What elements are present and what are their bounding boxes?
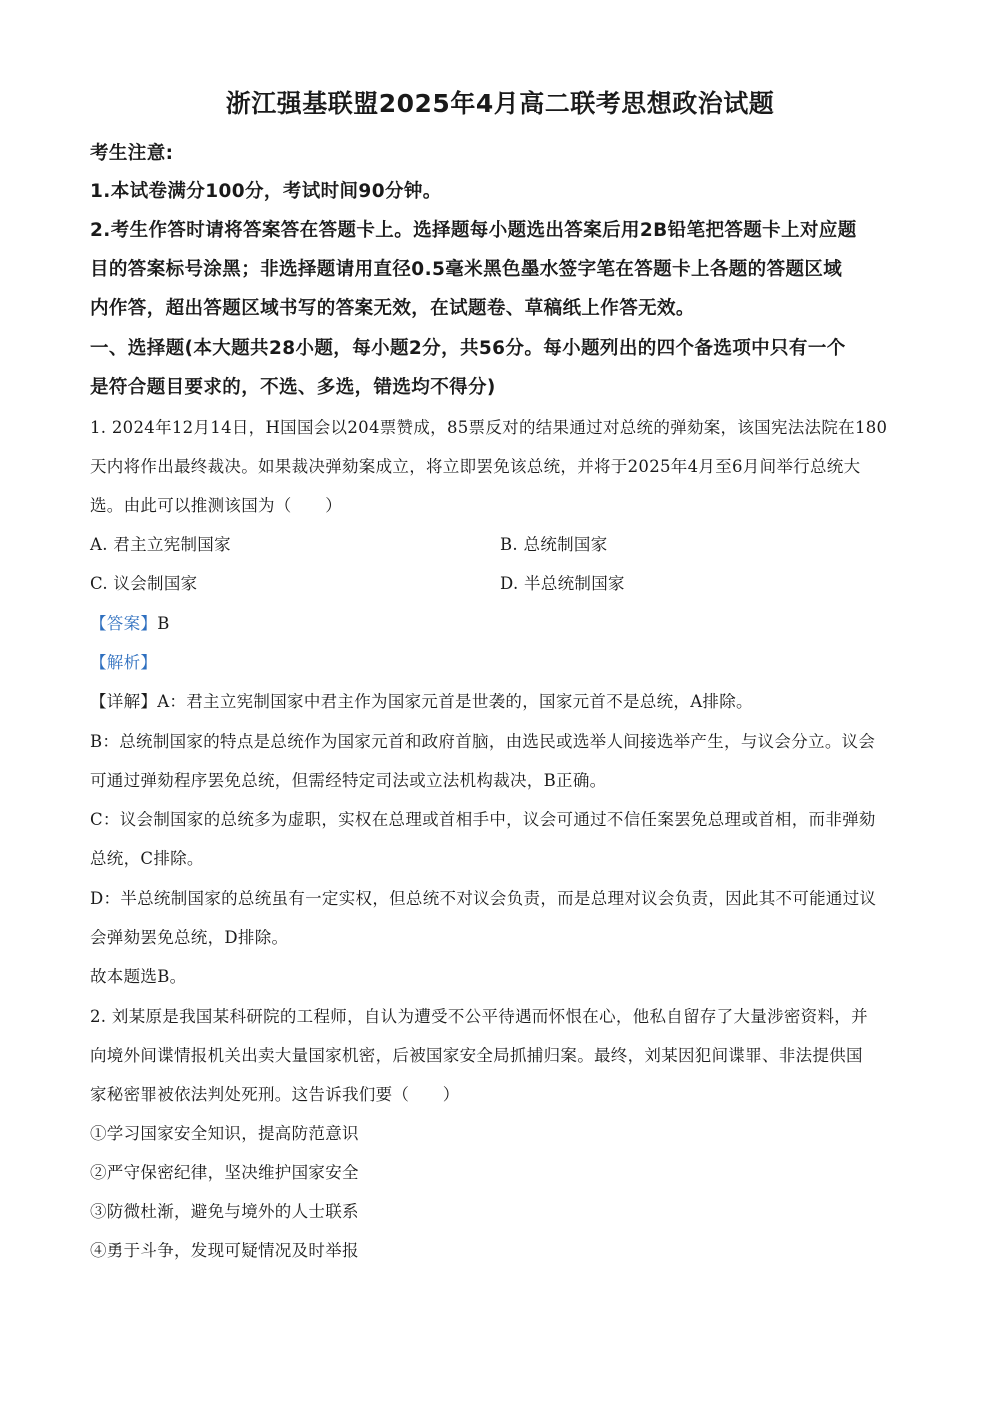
q1-detail-line: 会弹劾罢免总统，D排除。 xyxy=(90,928,289,947)
answer-tag: 【答案】 xyxy=(90,614,158,633)
section-heading: 是符合题目要求的，不选、多选，错选均不得分) xyxy=(90,377,496,398)
q1-conclusion: 故本题选B。 xyxy=(90,967,187,986)
q1-option-c: C. 议会制国家 xyxy=(90,574,198,593)
answer-value: B xyxy=(157,614,170,633)
q1-option-a: A. 君主立宪制国家 xyxy=(90,535,231,554)
q1-stem: 1. 2024年12月14日，H国国会以204票赞成，85票反对的结果通过对总统的弹劾案，该国宪法法院在180 xyxy=(90,418,888,437)
q2-stem: 2. 刘某原是我国某科研院的工程师，自认为遭受不公平待遇而怀恨在心，他私自留存了大量涉密资料，并 xyxy=(90,1007,868,1026)
q2-stem: 家秘密罪被依法判处死刑。这告诉我们要（ ） xyxy=(90,1085,460,1104)
q1-analysis xyxy=(90,649,157,673)
q2-item: ②严守保密纪律，坚决维护国家安全 xyxy=(90,1163,359,1182)
page-title: 浙江强基联盟2025年4月高二联考思想政治试题 xyxy=(225,89,775,118)
q1-detail-line: 总统，C排除。 xyxy=(90,849,204,868)
q1-option-b: B. 总统制国家 xyxy=(500,535,608,554)
notice-item: 2.考生作答时请将答案答在答题卡上。选择题每小题选出答案后用2B铅笔把答题卡上对应题 xyxy=(90,220,857,241)
section-heading: 一、选择题(本大题共28小题，每小题2分，共56分。每小题列出的四个备选项中只有一个 xyxy=(90,338,846,359)
q1-option-d: D. 半总统制国家 xyxy=(500,574,625,593)
q1-detail xyxy=(90,688,753,712)
q1-detail-line: B：总统制国家的特点是总统作为国家元首和政府首脑，由选民或选举人间接选举产生，与议会分立。议会 xyxy=(90,732,876,751)
notice-item: 目的答案标号涂黑；非选择题请用直径0.5毫米黑色墨水签字笔在答题卡上各题的答题区域 xyxy=(90,259,843,280)
detail-text: A：君主立宪制国家中君主作为国家元首是世袭的，国家元首不是总统，A排除。 xyxy=(157,692,753,711)
q2-stem: 向境外间谍情报机关出卖大量国家机密，后被国家安全局抓捕归案。最终，刘某因犯间谍罪、非法提供国 xyxy=(90,1046,863,1065)
q2-item: ③防微杜渐，避免与境外的人士联系 xyxy=(90,1202,359,1221)
notice-item: 内作答，超出答题区域书写的答案无效，在试题卷、草稿纸上作答无效。 xyxy=(90,298,695,319)
detail-tag: 【详解】 xyxy=(90,692,158,711)
analysis-tag: 【解析】 xyxy=(90,653,158,672)
q1-stem: 选。由此可以推测该国为（ ） xyxy=(90,496,342,515)
q1-answer xyxy=(90,610,170,634)
q1-stem: 天内将作出最终裁决。如果裁决弹劾案成立，将立即罢免该总统，并将于2025年4月至6月间举行总统大 xyxy=(90,457,861,476)
notice-item: 1.本试卷满分100分，考试时间90分钟。 xyxy=(90,181,442,202)
q1-detail-line: 可通过弹劾程序罢免总统，但需经特定司法或立法机构裁决，B正确。 xyxy=(90,771,607,790)
notice-heading: 考生注意: xyxy=(90,143,174,164)
q2-item: ④勇于斗争，发现可疑情况及时举报 xyxy=(90,1241,359,1260)
q1-detail-line: C：议会制国家的总统多为虚职，实权在总理或首相手中，议会可通过不信任案罢免总理或首相，而非弹劾 xyxy=(90,810,876,829)
q2-item: ①学习国家安全知识，提高防范意识 xyxy=(90,1124,359,1143)
q1-detail-line: D：半总统制国家的总统虽有一定实权，但总统不对议会负责，而是总理对议会负责，因此其不可能通过议 xyxy=(90,889,877,908)
